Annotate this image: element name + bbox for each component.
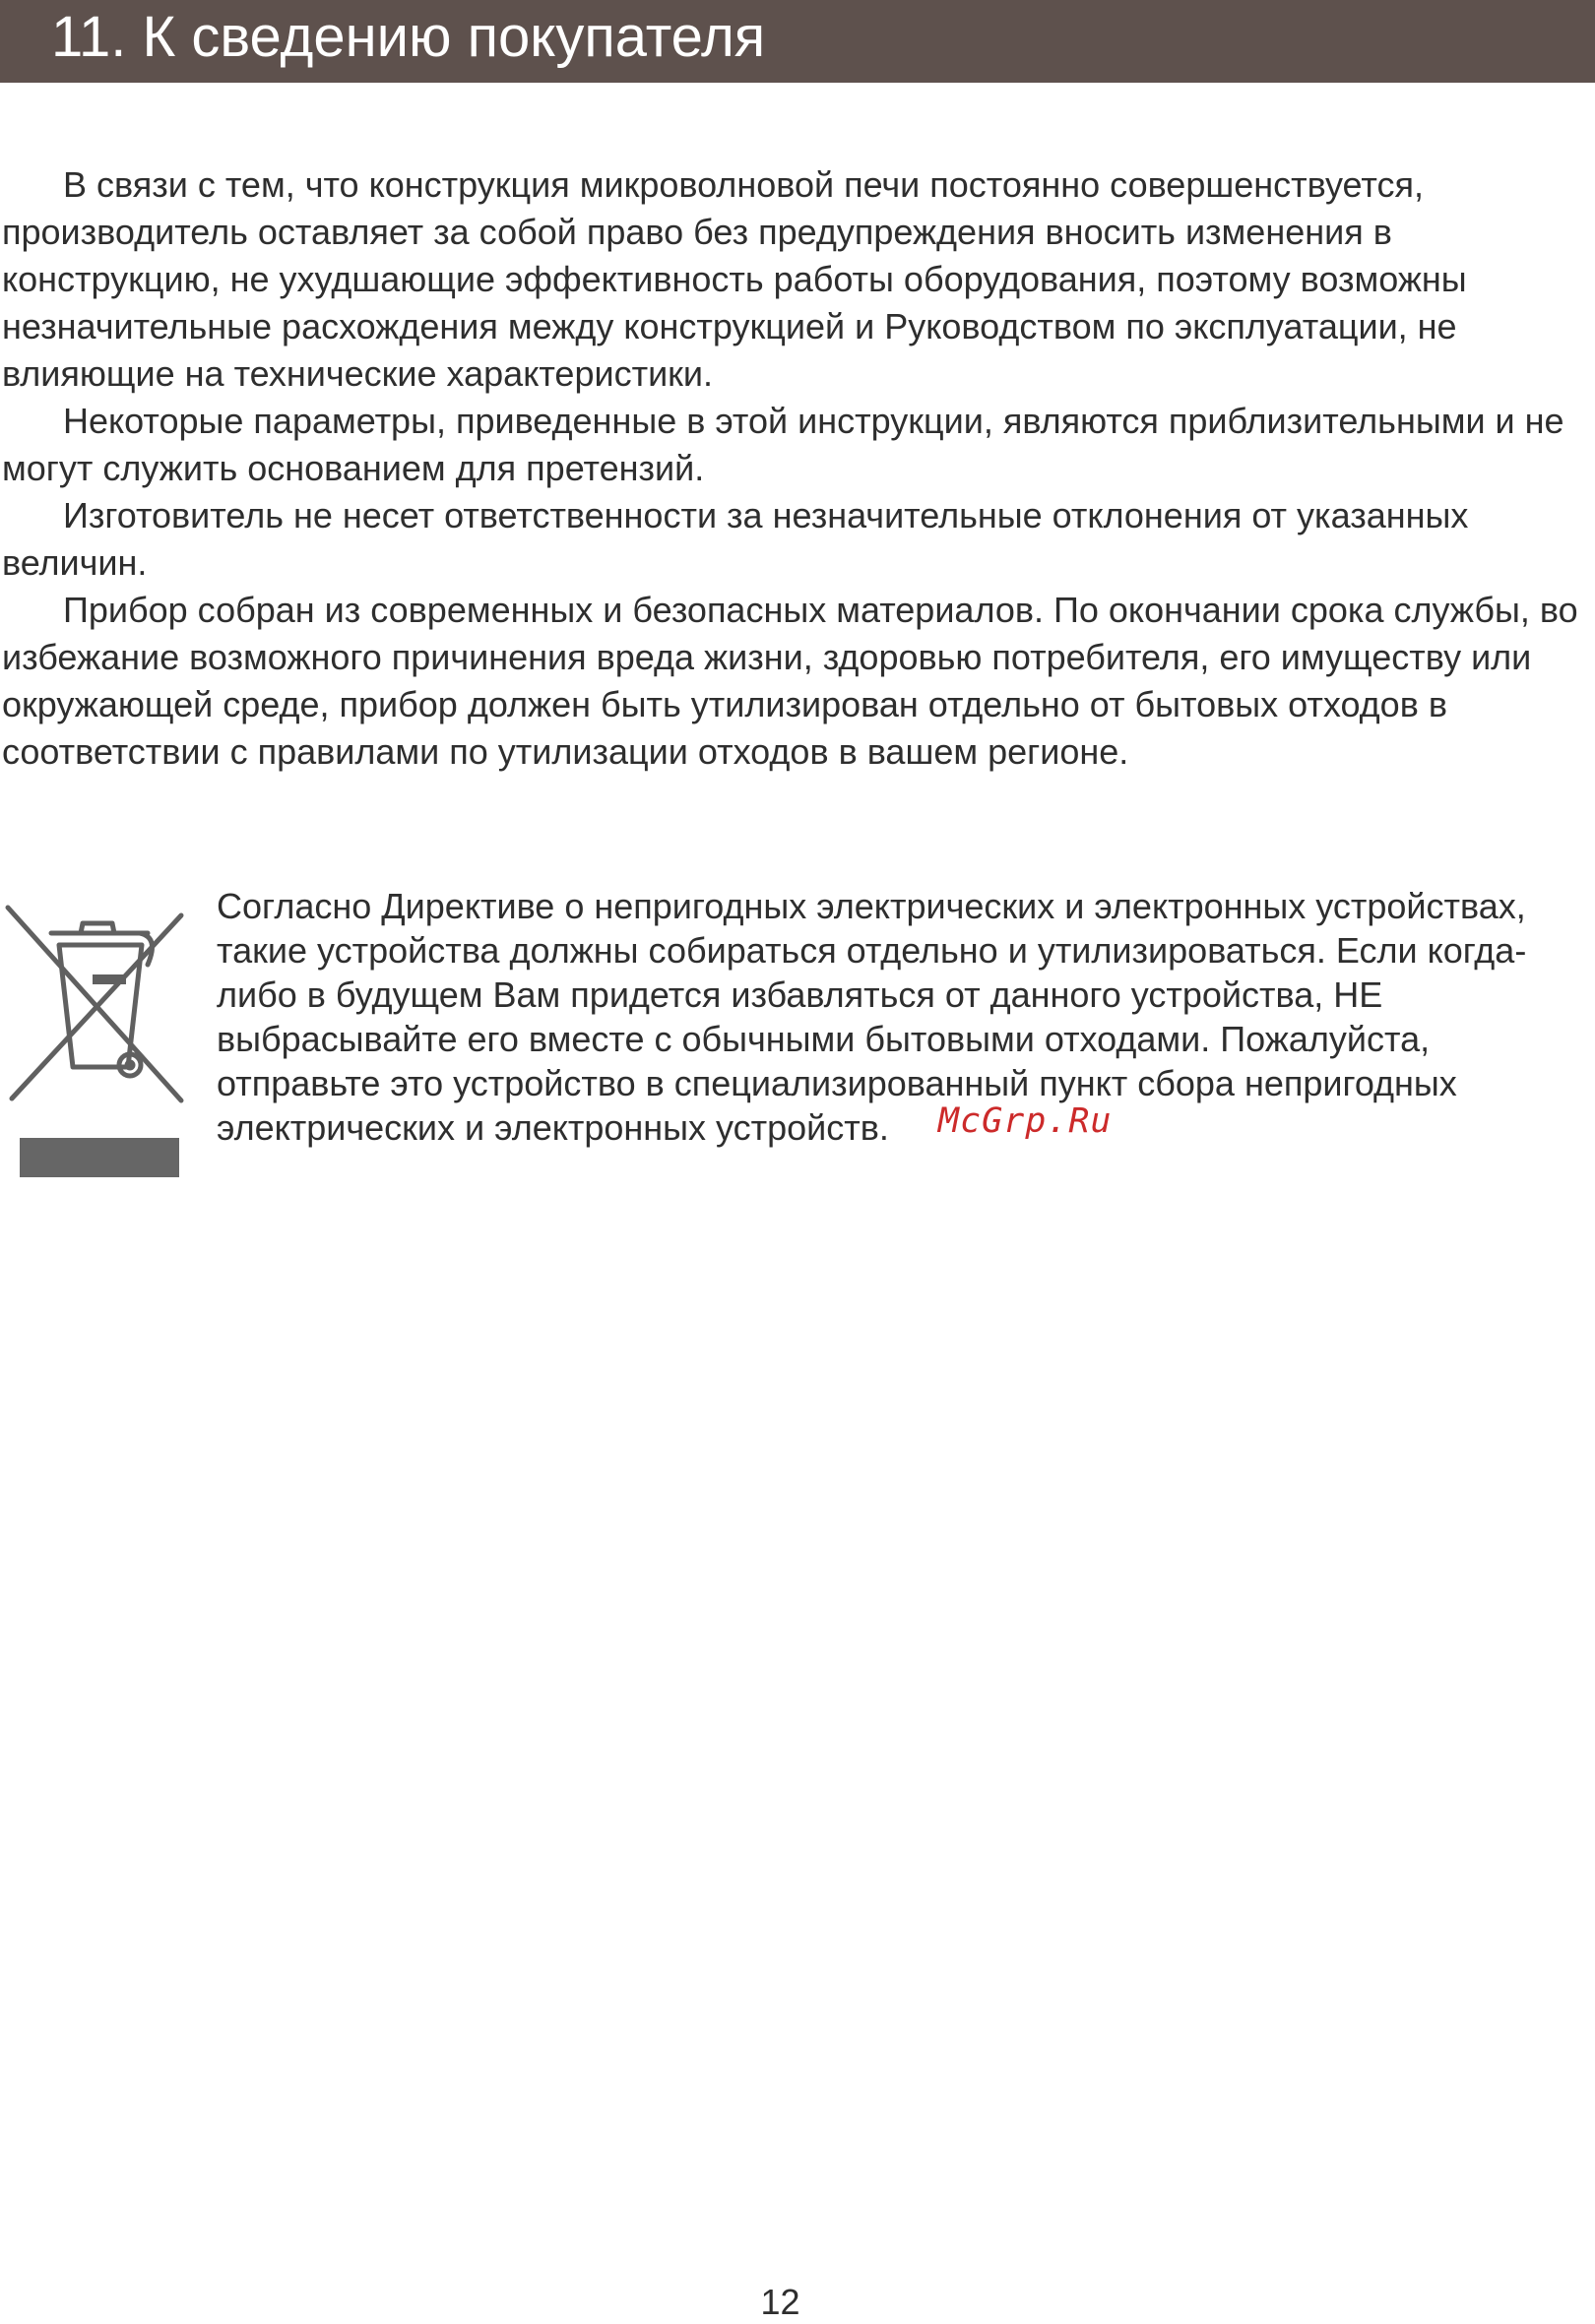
page-number: 12 xyxy=(760,2282,800,2322)
weee-text xyxy=(217,884,1590,1152)
paragraph-manufacturer-liability: Изготовитель не несет ответственности за незначительные отклонения от указанных величин. xyxy=(2,495,1469,583)
watermark: McGrp.Ru xyxy=(937,1101,1113,1141)
paragraph-disposal: Прибор собран из современных и безопасных материалов. По окончании срока службы, во избежание возможного причинения вреда жизни, здоровью потребителя, его имуществу или окружающей среде, прибор должен быть утилизирован отдельно от бытовых отходов в соответствии с правилами по утилизации отходов в вашем регионе. xyxy=(2,590,1578,772)
main-text xyxy=(2,161,1593,776)
paragraph-design-changes: В связи с тем, что конструкция микроволновой печи постоянно совершенствуется, производитель оставляет за собой право без предупреждения вносить изменения в конструкцию, не ухудшающие эффективность работы оборудования, поэтому возможны незначительные расхождения между конструкцией и Руководством по эксплуатации, не влияющие на технические характеристики. xyxy=(2,164,1467,394)
section-header xyxy=(0,0,1595,83)
section-title: 11. К сведению покупателя xyxy=(51,5,766,69)
paragraph-approximate-parameters: Некоторые параметры, приведенные в этой инструкции, являются приблизительными и не могут служить основанием для претензий. xyxy=(2,401,1564,488)
crossed-out-wheelie-bin-icon xyxy=(2,884,189,1185)
weee-paragraph: Согласно Директиве о непригодных электрических и электронных устройствах, такие устройства должны собираться отдельно и утилизироваться. Если когда-либо в будущем Вам придется избавляться от данного устройства, НЕ выбрасывайте его вместе с обычными бытовыми отходами. Пожалуйста, отправьте это устройство в специализированный пункт сбора непригодных электрических и электронных устройств. xyxy=(217,886,1527,1148)
weee-notice xyxy=(0,884,1595,1199)
